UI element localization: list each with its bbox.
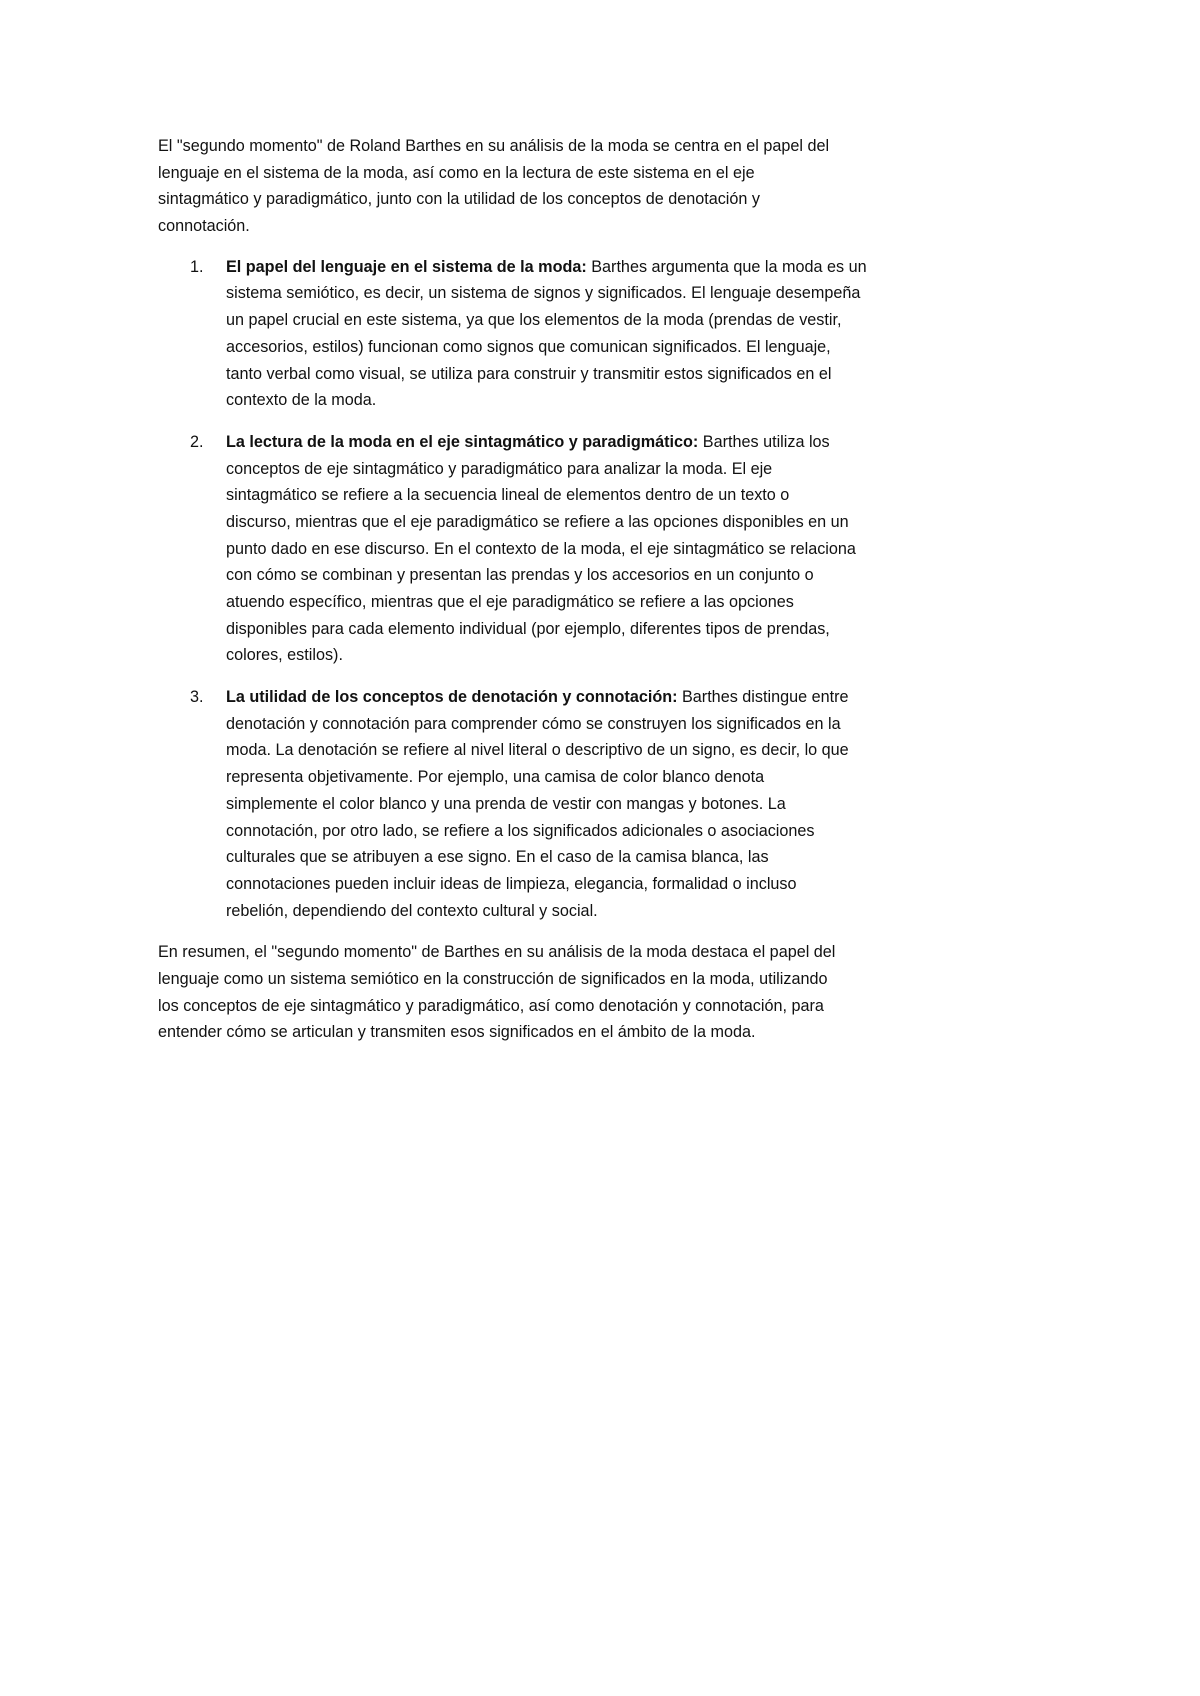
text-line: sistema semiótico, es decir, un sistema de signos y significados. El lenguaje desempeña <box>226 284 861 303</box>
text-line: un papel crucial en este sistema, ya que los elementos de la moda (prendas de vestir, <box>226 311 842 330</box>
text-line: sintagmático y paradigmático, junto con la utilidad de los conceptos de denotación y <box>158 190 761 209</box>
list-item <box>158 254 1058 414</box>
text-line <box>226 254 1058 281</box>
item-text: Barthes utiliza los <box>698 432 830 451</box>
text-line: entender cómo se articulan y transmiten esos significados en el ámbito de la moda. <box>158 1023 756 1042</box>
text-line: accesorios, estilos) funcionan como signos que comunican significados. El lenguaje, <box>226 337 831 356</box>
text-line: rebelión, dependiendo del contexto cultural y social. <box>226 901 598 920</box>
item-title: La utilidad de los conceptos de denotación y connotación: <box>226 688 678 707</box>
text-line: representa objetivamente. Por ejemplo, una camisa de color blanco denota <box>226 768 765 787</box>
text-line: moda. La denotación se refiere al nivel literal o descriptivo de un signo, es decir, lo que <box>226 741 849 760</box>
list-number: 3. <box>190 688 204 707</box>
text-line: discurso, mientras que el eje paradigmático se refiere a las opciones disponibles en un <box>226 512 849 531</box>
text-line: connotaciones pueden incluir ideas de limpieza, elegancia, formalidad o incluso <box>226 874 797 893</box>
text-line: contexto de la moda. <box>226 391 377 410</box>
list-item <box>158 684 1058 924</box>
summary-paragraph <box>158 939 1058 1046</box>
text-line <box>226 684 1058 711</box>
intro-paragraph <box>158 133 1058 240</box>
list-item <box>158 429 1058 669</box>
item-text: Barthes distingue entre <box>677 688 849 707</box>
text-line <box>226 429 1058 456</box>
numbered-list <box>158 254 1058 925</box>
text-line: conceptos de eje sintagmático y paradigmático para analizar la moda. El eje <box>226 459 773 478</box>
item-text: Barthes argumenta que la moda es un <box>586 257 867 276</box>
text-line: connotación, por otro lado, se refiere a los significados adicionales o asociaciones <box>226 821 815 840</box>
text-line: lenguaje como un sistema semiótico en la construcción de significados en la moda, utilizando <box>158 969 828 988</box>
text-line: culturales que se atribuyen a ese signo. En el caso de la camisa blanca, las <box>226 848 769 867</box>
text-line: disponibles para cada elemento individual (por ejemplo, diferentes tipos de prendas, <box>226 619 830 638</box>
text-line: simplemente el color blanco y una prenda de vestir con mangas y botones. La <box>226 794 786 813</box>
text-line: punto dado en ese discurso. En el contexto de la moda, el eje sintagmático se relaciona <box>226 539 856 558</box>
item-title: La lectura de la moda en el eje sintagmático y paradigmático: <box>226 432 699 451</box>
text-line: connotación. <box>158 217 250 236</box>
text-line: denotación y connotación para comprender cómo se construyen los significados en la <box>226 714 841 733</box>
text-line: En resumen, el "segundo momento" de Barthes en su análisis de la moda destaca el papel del <box>158 943 836 962</box>
item-title: El papel del lenguaje en el sistema de la moda: <box>226 257 587 276</box>
text-line: tanto verbal como visual, se utiliza para construir y transmitir estos significados en el <box>226 364 832 383</box>
text-line: sintagmático se refiere a la secuencia lineal de elementos dentro de un texto o <box>226 486 790 505</box>
text-line: lenguaje en el sistema de la moda, así como en la lectura de este sistema en el eje <box>158 163 755 182</box>
text-line: los conceptos de eje sintagmático y paradigmático, así como denotación y connotación, para <box>158 996 824 1015</box>
text-line: con cómo se combinan y presentan las prendas y los accesorios en un conjunto o <box>226 566 814 585</box>
text-line: El "segundo momento" de Roland Barthes en su análisis de la moda se centra en el papel del <box>158 137 830 155</box>
list-number: 2. <box>190 432 204 451</box>
text-line: atuendo específico, mientras que el eje paradigmático se refiere a las opciones <box>226 593 794 611</box>
document-page <box>158 133 1058 1060</box>
text-line: colores, estilos). <box>226 646 343 665</box>
list-number: 1. <box>190 257 204 276</box>
